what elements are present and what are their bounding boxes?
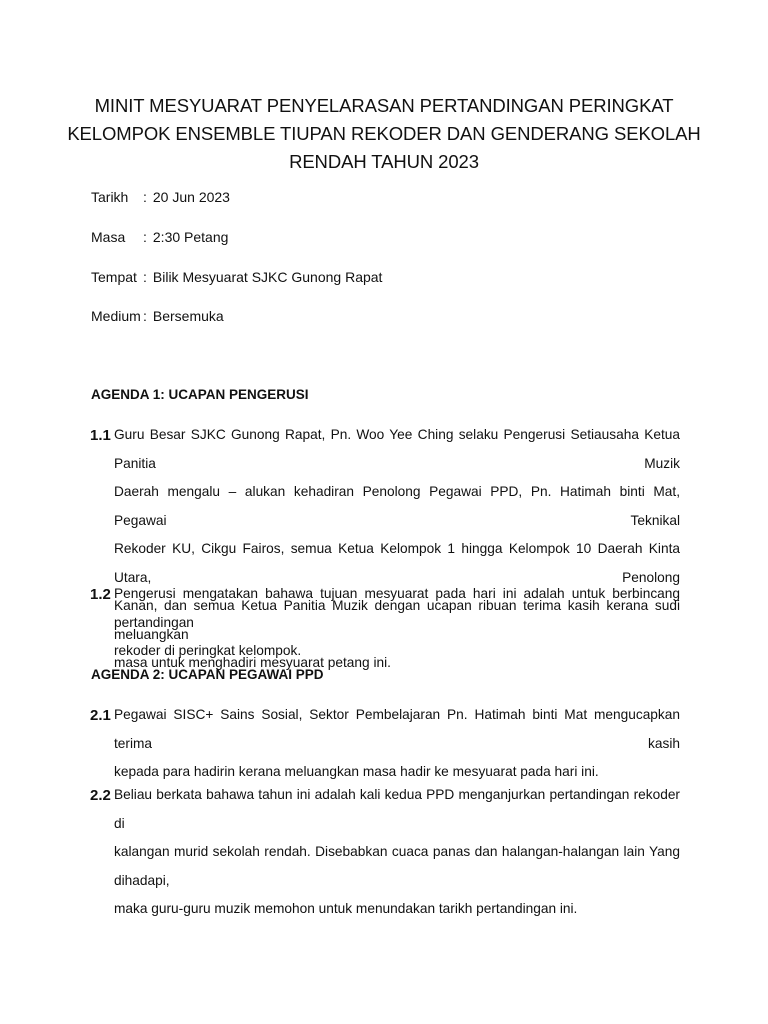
text-line: maka guru-guru muzik memohon untuk menundakan tarikh pertandingan ini. xyxy=(114,901,578,916)
item-number: 2.2 xyxy=(90,787,111,804)
text-line: rekoder di peringkat kelompok. xyxy=(114,643,302,658)
meta-separator: : xyxy=(143,189,147,205)
meta-label: Tempat xyxy=(91,269,137,285)
text-line: masa untuk menghadiri mesyuarat petang ini. xyxy=(114,655,391,670)
text-line: Pegawai SISC+ Sains Sosial, Sektor Pembelajaran Pn. Hatimah binti Mat mengucapkan terima kasih xyxy=(114,707,680,751)
title-line: RENDAH TAHUN 2023 xyxy=(289,151,479,172)
item-number: 1.2 xyxy=(90,586,111,603)
meta-row-tarikh xyxy=(91,188,230,206)
item-1-2-text xyxy=(114,580,680,666)
text-line: Beliau berkata bahawa tahun ini adalah kali kedua PPD menganjurkan pertandingan rekoder di xyxy=(114,787,680,831)
meta-label: Medium xyxy=(91,308,141,324)
item-2-1-text xyxy=(114,701,680,787)
meta-row-medium xyxy=(91,307,224,325)
meta-value: Bilik Mesyuarat SJKC Gunong Rapat xyxy=(152,269,383,285)
meta-separator: : xyxy=(143,308,147,324)
meta-row-masa xyxy=(91,228,228,246)
document-title xyxy=(60,92,708,176)
text-line: Daerah mengalu – alukan kehadiran Penolong Pegawai PPD, Pn. Hatimah binti Mat, Pegawai Teknikal xyxy=(114,484,680,528)
meta-value: Bersemuka xyxy=(152,308,224,324)
meta-row-tempat xyxy=(91,268,382,286)
title-line: MINIT MESYUARAT PENYELARASAN PERTANDINGAN PERINGKAT xyxy=(94,95,674,116)
agenda-2-heading: AGENDA 2: UCAPAN PEGAWAI PPD xyxy=(91,667,324,682)
item-2-2-text xyxy=(114,781,680,924)
text-line: Guru Besar SJKC Gunong Rapat, Pn. Woo Yee Ching selaku Pengerusi Setiausaha Ketua Panitia Muzik xyxy=(114,427,680,471)
text-line: Pengerusi mengatakan bahawa tujuan mesyuarat pada hari ini adalah untuk berbincang pertandingan xyxy=(114,586,680,630)
meta-separator: : xyxy=(143,229,147,245)
meta-value: 20 Jun 2023 xyxy=(152,189,230,205)
text-line: kepada para hadirin kerana meluangkan masa hadir ke mesyuarat pada hari ini. xyxy=(114,764,599,779)
item-number: 2.1 xyxy=(90,707,111,724)
meta-label: Tarikh xyxy=(91,189,129,205)
meta-label: Masa xyxy=(91,229,126,245)
text-line: Rekoder KU, Cikgu Fairos, semua Ketua Kelompok 1 hingga Kelompok 10 Daerah Kinta Utara, Penolong xyxy=(114,541,680,585)
meta-separator: : xyxy=(143,269,147,285)
agenda-1-heading: AGENDA 1: UCAPAN PENGERUSI xyxy=(91,387,309,402)
text-line: Kanan, dan semua Ketua Panitia Muzik dengan ucapan ribuan terima kasih kerana sudi meluangkan xyxy=(114,598,680,642)
text-line: kalangan murid sekolah rendah. Disebabkan cuaca panas dan halangan-halangan lain Yang dihadapi, xyxy=(114,844,680,888)
meta-value: 2:30 Petang xyxy=(152,229,229,245)
item-number: 1.1 xyxy=(90,427,111,444)
title-line: KELOMPOK ENSEMBLE TIUPAN REKODER DAN GENDERANG SEKOLAH xyxy=(67,123,701,144)
